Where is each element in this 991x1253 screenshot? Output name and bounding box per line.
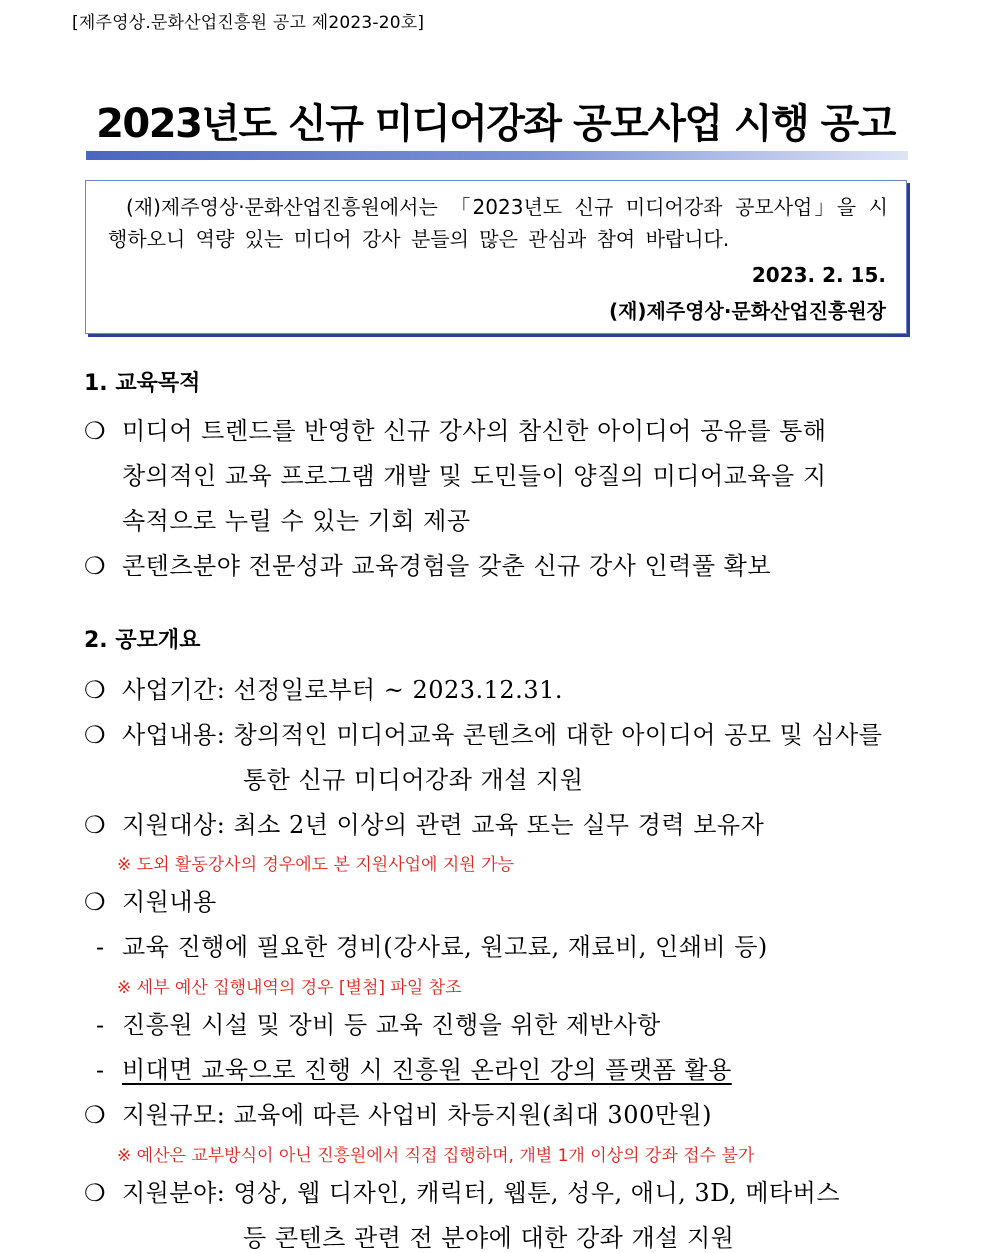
period-value: 선정일로부터 ~ 2023.12.31. xyxy=(233,676,563,704)
purpose-item-2 xyxy=(84,546,771,581)
content-line-1 xyxy=(84,715,882,750)
field-text-1: 영상, 웹 디자인, 캐릭터, 웹툰, 성우, 애니, 3D, 메타버스 xyxy=(233,1179,841,1207)
target-line xyxy=(84,805,764,840)
scale-note: ※ 예산은 교부방식이 아닌 진흥원에서 직접 집행하며, 개별 1개 이상의 강좌 접수 불가 xyxy=(117,1146,755,1166)
field-label: 지원분야: xyxy=(122,1179,226,1207)
intro-signature: (재)제주영상·문화산업진흥원장 xyxy=(608,299,886,323)
support-line xyxy=(84,882,217,917)
support-item-2-text: 진흥원 시설 및 장비 등 교육 진행을 위한 제반사항 xyxy=(122,1011,661,1039)
support-item-1-text: 교육 진행에 필요한 경비(강사료, 원고료, 재료비, 인쇄비 등) xyxy=(122,933,768,961)
support-item-3 xyxy=(96,1050,732,1085)
period-label: 사업기간: xyxy=(122,676,226,704)
support-note: ※ 세부 예산 집행내역의 경우 [별첨] 파일 참조 xyxy=(117,978,462,998)
notice-number: [제주영상.문화산업진흥원 공고 제2023-20호] xyxy=(72,13,425,33)
intro-text: (재)제주영상·문화산업진흥원에서는 「2023년도 신규 미디어강좌 공모사업」을 시행하오니 역량 있는 미디어 강사 분들의 많은 관심과 참여 바랍니다. xyxy=(108,195,888,251)
purpose-item-1-line-2: 창의적인 교육 프로그램 개발 및 도민들이 양질의 미디어교육을 지 xyxy=(122,462,827,490)
field-line-2: 등 콘텐츠 관련 전 분야에 대한 강좌 개설 지원 xyxy=(243,1224,735,1252)
content-text-1: 창의적인 미디어교육 콘텐츠에 대한 아이디어 공모 및 심사를 xyxy=(233,721,883,749)
page-title: 2023년도 신규 미디어강좌 공모사업 시행 공고 xyxy=(96,101,895,147)
scale-value: 교육에 따른 사업비 차등지원(최대 300만원) xyxy=(233,1101,712,1129)
field-line-1 xyxy=(84,1173,840,1208)
purpose-item-1-line-1 xyxy=(84,411,920,446)
dash-marker: - xyxy=(96,933,105,961)
dash-marker: - xyxy=(96,1011,105,1039)
scale-line xyxy=(84,1095,712,1130)
intro-date: 2023. 2. 15. xyxy=(751,263,886,287)
section-2-heading: 2. 공모개요 xyxy=(84,628,201,653)
purpose-item-1-line-3: 속적으로 누릴 수 있는 기회 제공 xyxy=(122,507,471,535)
bullet-circle-icon: ❍ xyxy=(84,417,107,445)
bullet-circle-icon: ❍ xyxy=(84,552,107,580)
support-label: 지원내용 xyxy=(122,888,217,916)
target-label: 지원대상: xyxy=(122,811,226,839)
bullet-circle-icon: ❍ xyxy=(84,721,107,749)
bullet-circle-icon: ❍ xyxy=(84,676,107,704)
support-item-2 xyxy=(96,1005,661,1040)
bullet-circle-icon: ❍ xyxy=(84,1179,107,1207)
dash-marker: - xyxy=(96,1056,105,1084)
target-value: 최소 2년 이상의 관련 교육 또는 실무 경력 보유자 xyxy=(233,811,765,839)
purpose-item-2-text: 콘텐츠분야 전문성과 교육경험을 갖춘 신규 강사 인력풀 확보 xyxy=(122,552,772,580)
support-item-3-text: 비대면 교육으로 진행 시 진흥원 온라인 강의 플랫폼 활용 xyxy=(122,1056,732,1084)
bullet-circle-icon: ❍ xyxy=(84,888,107,916)
target-note: ※ 도외 활동강사의 경우에도 본 지원사업에 지원 가능 xyxy=(117,855,514,875)
bullet-circle-icon: ❍ xyxy=(84,1101,107,1129)
title-underline-bar xyxy=(86,151,908,160)
section-1-heading: 1. 교육목적 xyxy=(84,371,201,396)
support-item-1 xyxy=(96,927,768,962)
bullet-circle-icon: ❍ xyxy=(84,811,107,839)
period-line xyxy=(84,670,563,705)
content-label: 사업내용: xyxy=(122,721,226,749)
scale-label: 지원규모: xyxy=(122,1101,226,1129)
purpose-item-1-text-1: 미디어 트렌드를 반영한 신규 강사의 참신한 아이디어 공유를 통해 xyxy=(122,417,827,445)
intro-box xyxy=(85,180,907,334)
content-line-2: 통한 신규 미디어강좌 개설 지원 xyxy=(243,766,584,794)
